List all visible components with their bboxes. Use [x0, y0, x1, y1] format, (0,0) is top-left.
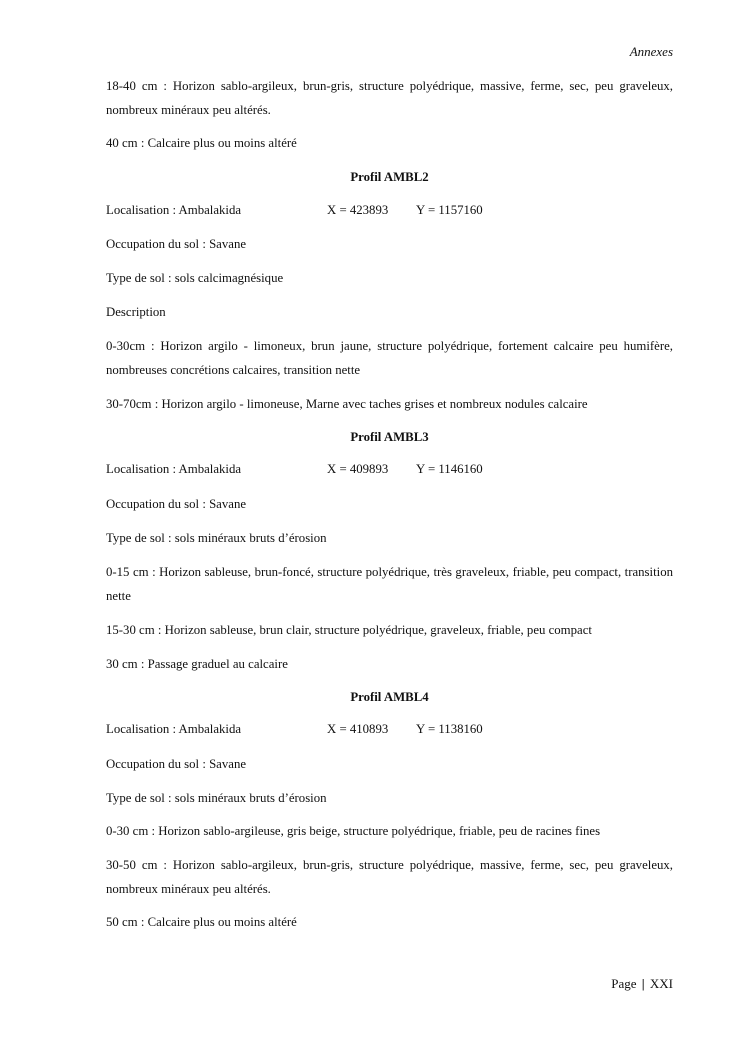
occupation-line: Occupation du sol : Savane — [106, 497, 247, 511]
localisation-label: Localisation : Ambalakida — [106, 462, 242, 476]
coordinate-x: X = 423893 — [327, 203, 389, 217]
coordinate-y: Y = 1146160 — [416, 462, 483, 476]
profile-title: Profil AMBL4 — [350, 690, 429, 704]
horizon-paragraph: 0-30cm : Horizon argilo - limoneux, brun jaune, structure polyédrique, fortement calcaire peu humifère, nombreuses concrétions calcaires, transition nette — [106, 339, 673, 377]
page-number: XXI — [649, 976, 673, 991]
soil-type-line: Type de sol : sols calcimagnésique — [106, 271, 284, 285]
coordinate-x: X = 409893 — [327, 462, 389, 476]
coordinate-y: Y = 1157160 — [416, 203, 483, 217]
horizon-paragraph: 50 cm : Calcaire plus ou moins altéré — [106, 915, 297, 929]
horizon-paragraph: 30-50 cm : Horizon sablo-argileux, brun-gris, structure polyédrique, massive, ferme, sec, peu graveleux, nombreux minéraux peu altérés. — [106, 858, 673, 896]
coordinate-x: X = 410893 — [327, 722, 389, 736]
localisation-label: Localisation : Ambalakida — [106, 203, 242, 217]
page-footer — [611, 976, 673, 992]
localisation-label: Localisation : Ambalakida — [106, 722, 242, 736]
localisation-row — [106, 200, 673, 220]
horizon-paragraph: 30-70cm : Horizon argilo - limoneuse, Marne avec taches grises et nombreux nodules calcaire — [106, 397, 588, 411]
localisation-row — [106, 719, 673, 739]
page-separator: | — [641, 976, 645, 991]
description-label: Description — [106, 305, 166, 319]
running-header: Annexes — [629, 44, 673, 59]
horizon-paragraph: 0-30 cm : Horizon sablo-argileuse, gris beige, structure polyédrique, friable, peu de racines fines — [106, 824, 601, 838]
horizon-paragraph: 40 cm : Calcaire plus ou moins altéré — [106, 136, 297, 150]
soil-type-line: Type de sol : sols minéraux bruts d’érosion — [106, 531, 327, 545]
occupation-line: Occupation du sol : Savane — [106, 237, 247, 251]
profile-title: Profil AMBL3 — [350, 430, 429, 444]
horizon-paragraph: 15-30 cm : Horizon sableuse, brun clair, structure polyédrique, graveleux, friable, peu compact — [106, 623, 592, 637]
horizon-paragraph: 18-40 cm : Horizon sablo-argileux, brun-gris, structure polyédrique, massive, ferme, sec, peu graveleux, nombreux minéraux peu altérés. — [106, 79, 673, 117]
localisation-row — [106, 459, 673, 479]
horizon-paragraph: 0-15 cm : Horizon sableuse, brun-foncé, structure polyédrique, très graveleux, friable, peu compact, transition nette — [106, 565, 673, 603]
profile-title: Profil AMBL2 — [350, 170, 429, 184]
page-label: Page — [611, 976, 637, 991]
coordinate-y: Y = 1138160 — [416, 722, 483, 736]
horizon-paragraph: 30 cm : Passage graduel au calcaire — [106, 657, 288, 671]
occupation-line: Occupation du sol : Savane — [106, 757, 247, 771]
soil-type-line: Type de sol : sols minéraux bruts d’érosion — [106, 791, 327, 805]
